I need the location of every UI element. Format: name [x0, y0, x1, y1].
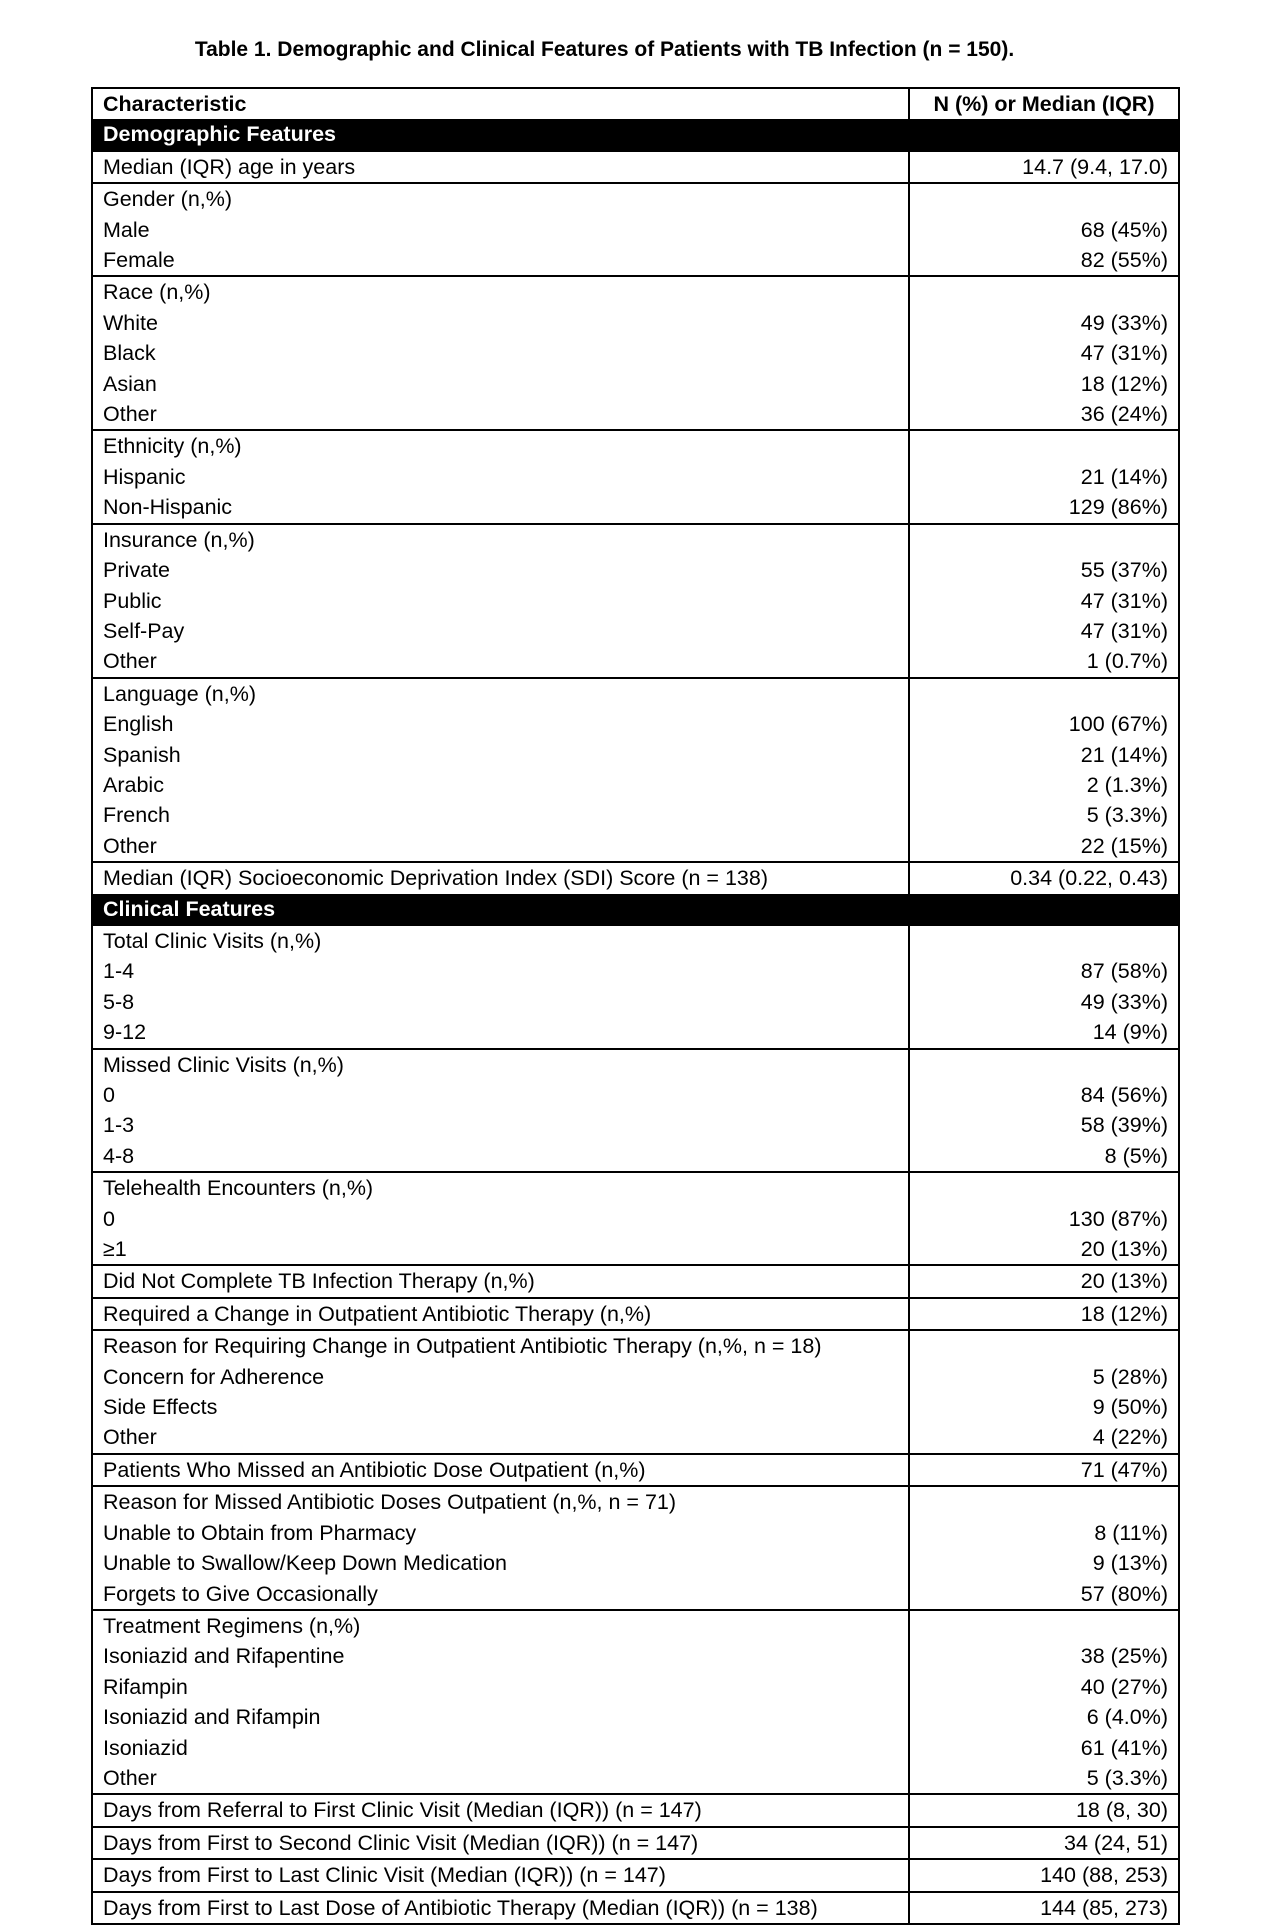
- table-row: [92, 151, 1179, 183]
- table-row: [92, 1794, 1179, 1826]
- row-value: 68 (45%): [909, 215, 1179, 245]
- row-label: Did Not Complete TB Infection Therapy (n,%): [92, 1265, 909, 1297]
- table-subrow: [92, 492, 1179, 523]
- table-subrow: [92, 1080, 1179, 1110]
- row-value: [909, 1330, 1179, 1361]
- row-label: Reason for Missed Antibiotic Doses Outpatient (n,%, n = 71): [92, 1486, 909, 1517]
- section-blank-cell: [909, 119, 1179, 150]
- row-label: Spanish: [92, 740, 909, 770]
- table-subrow: [92, 1017, 1179, 1048]
- row-value: 140 (88, 253): [909, 1859, 1179, 1891]
- table-subrow: [92, 399, 1179, 430]
- row-label: Forgets to Give Occasionally: [92, 1579, 909, 1610]
- table-row: [92, 1172, 1179, 1203]
- row-value: 47 (31%): [909, 616, 1179, 646]
- row-label: Median (IQR) age in years: [92, 151, 909, 183]
- row-value: [909, 524, 1179, 555]
- row-value: [909, 183, 1179, 214]
- section-header-row: [92, 894, 1179, 925]
- table-subrow: [92, 800, 1179, 830]
- table-row: [92, 1827, 1179, 1859]
- row-value: 129 (86%): [909, 492, 1179, 523]
- row-value: 1 (0.7%): [909, 646, 1179, 677]
- table-subrow: [92, 215, 1179, 245]
- row-value: [909, 1049, 1179, 1080]
- row-value: 5 (28%): [909, 1362, 1179, 1392]
- row-label: Hispanic: [92, 462, 909, 492]
- row-label: Isoniazid: [92, 1733, 909, 1763]
- row-label: Private: [92, 555, 909, 585]
- table-row: [92, 1610, 1179, 1641]
- row-value: 9 (13%): [909, 1548, 1179, 1578]
- row-label: Female: [92, 245, 909, 276]
- row-label: Other: [92, 831, 909, 862]
- table-subrow: [92, 586, 1179, 616]
- section-header-row: [92, 119, 1179, 150]
- table-row: [92, 524, 1179, 555]
- row-value: [909, 1486, 1179, 1517]
- row-label: Ethnicity (n,%): [92, 430, 909, 461]
- table-row: [92, 678, 1179, 709]
- row-label: Days from First to Last Dose of Antibiotic Therapy (Median (IQR)) (n = 138): [92, 1892, 909, 1924]
- row-value: 22 (15%): [909, 831, 1179, 862]
- table-subrow: [92, 245, 1179, 276]
- row-value: 18 (12%): [909, 1298, 1179, 1330]
- row-label: 0: [92, 1080, 909, 1110]
- table-subrow: [92, 462, 1179, 492]
- row-value: 21 (14%): [909, 462, 1179, 492]
- row-value: 34 (24, 51): [909, 1827, 1179, 1859]
- table-row: [92, 1049, 1179, 1080]
- table-subrow: [92, 831, 1179, 862]
- row-label: Treatment Regimens (n,%): [92, 1610, 909, 1641]
- row-label: Reason for Requiring Change in Outpatient Antibiotic Therapy (n,%, n = 18): [92, 1330, 909, 1361]
- table-subrow: [92, 1141, 1179, 1172]
- row-label: Public: [92, 586, 909, 616]
- row-value: 5 (3.3%): [909, 1763, 1179, 1794]
- table-subrow: [92, 646, 1179, 677]
- row-value: 2 (1.3%): [909, 770, 1179, 800]
- row-value: 71 (47%): [909, 1454, 1179, 1486]
- row-label: Concern for Adherence: [92, 1362, 909, 1392]
- table-subrow: [92, 308, 1179, 338]
- row-label: Isoniazid and Rifampin: [92, 1702, 909, 1732]
- table-row: [92, 183, 1179, 214]
- row-label: Other: [92, 1763, 909, 1794]
- table-row: [92, 1265, 1179, 1297]
- row-value: 57 (80%): [909, 1579, 1179, 1610]
- table-subrow: [92, 1548, 1179, 1578]
- table-row: [92, 1330, 1179, 1361]
- table-subrow: [92, 740, 1179, 770]
- row-label: Unable to Swallow/Keep Down Medication: [92, 1548, 909, 1578]
- row-value: 4 (22%): [909, 1422, 1179, 1453]
- row-label: Male: [92, 215, 909, 245]
- header-characteristic: Characteristic: [92, 88, 909, 119]
- row-value: 38 (25%): [909, 1641, 1179, 1671]
- row-label: Total Clinic Visits (n,%): [92, 925, 909, 956]
- row-label: Asian: [92, 369, 909, 399]
- row-label: 1-4: [92, 956, 909, 986]
- table-subrow: [92, 1579, 1179, 1610]
- row-value: 144 (85, 273): [909, 1892, 1179, 1924]
- row-value: 20 (13%): [909, 1265, 1179, 1297]
- table-subrow: [92, 1362, 1179, 1392]
- row-label: Arabic: [92, 770, 909, 800]
- row-value: [909, 1172, 1179, 1203]
- row-label: Other: [92, 399, 909, 430]
- section-blank-cell: [909, 894, 1179, 925]
- row-label: Median (IQR) Socioeconomic Deprivation Index (SDI) Score (n = 138): [92, 862, 909, 893]
- row-value: 14.7 (9.4, 17.0): [909, 151, 1179, 183]
- row-label: Side Effects: [92, 1392, 909, 1422]
- row-value: 82 (55%): [909, 245, 1179, 276]
- row-value: 9 (50%): [909, 1392, 1179, 1422]
- row-label: Non-Hispanic: [92, 492, 909, 523]
- row-value: 8 (5%): [909, 1141, 1179, 1172]
- row-label: 9-12: [92, 1017, 909, 1048]
- row-label: Other: [92, 1422, 909, 1453]
- row-value: 36 (24%): [909, 399, 1179, 430]
- table-row: [92, 1454, 1179, 1486]
- table-row: [92, 430, 1179, 461]
- row-value: 6 (4.0%): [909, 1702, 1179, 1732]
- table-row: [92, 276, 1179, 307]
- table-subrow: [92, 770, 1179, 800]
- row-value: 18 (12%): [909, 369, 1179, 399]
- table-subrow: [92, 1518, 1179, 1548]
- row-value: 20 (13%): [909, 1234, 1179, 1265]
- row-label: French: [92, 800, 909, 830]
- row-label: Other: [92, 646, 909, 677]
- row-value: 130 (87%): [909, 1204, 1179, 1234]
- table-row: [92, 1298, 1179, 1330]
- row-label: 1-3: [92, 1110, 909, 1140]
- row-label: Required a Change in Outpatient Antibiotic Therapy (n,%): [92, 1298, 909, 1330]
- row-value: 49 (33%): [909, 987, 1179, 1017]
- row-value: 87 (58%): [909, 956, 1179, 986]
- table-subrow: [92, 1733, 1179, 1763]
- row-label: Days from First to Last Clinic Visit (Median (IQR)) (n = 147): [92, 1859, 909, 1891]
- row-label: Race (n,%): [92, 276, 909, 307]
- table-body: [92, 88, 1179, 1924]
- table-subrow: [92, 956, 1179, 986]
- row-value: 5 (3.3%): [909, 800, 1179, 830]
- row-value: 47 (31%): [909, 338, 1179, 368]
- row-label: Language (n,%): [92, 678, 909, 709]
- header-value: N (%) or Median (IQR): [909, 88, 1179, 119]
- row-label: Unable to Obtain from Pharmacy: [92, 1518, 909, 1548]
- row-value: 0.34 (0.22, 0.43): [909, 862, 1179, 893]
- table-subrow: [92, 1763, 1179, 1794]
- row-value: 49 (33%): [909, 308, 1179, 338]
- table-subrow: [92, 1641, 1179, 1671]
- table-subrow: [92, 1204, 1179, 1234]
- row-value: 58 (39%): [909, 1110, 1179, 1140]
- table-subrow: [92, 709, 1179, 739]
- row-label: Days from First to Second Clinic Visit (Median (IQR)) (n = 147): [92, 1827, 909, 1859]
- row-label: Self-Pay: [92, 616, 909, 646]
- row-value: 61 (41%): [909, 1733, 1179, 1763]
- table-header-row: [92, 88, 1179, 119]
- table-subrow: [92, 1702, 1179, 1732]
- table-subrow: [92, 1422, 1179, 1453]
- row-value: [909, 1610, 1179, 1641]
- row-value: 40 (27%): [909, 1672, 1179, 1702]
- row-label: Days from Referral to First Clinic Visit (Median (IQR)) (n = 147): [92, 1794, 909, 1826]
- row-value: [909, 678, 1179, 709]
- table-row: [92, 862, 1179, 893]
- row-label: Telehealth Encounters (n,%): [92, 1172, 909, 1203]
- table-subrow: [92, 1110, 1179, 1140]
- table-subrow: [92, 1234, 1179, 1265]
- row-label: Rifampin: [92, 1672, 909, 1702]
- table-row: [92, 925, 1179, 956]
- table-caption: Table 1. Demographic and Clinical Features of Patients with TB Infection (n = 150).: [194, 38, 1015, 61]
- table-subrow: [92, 1672, 1179, 1702]
- features-table: [91, 87, 1180, 1925]
- row-label: Black: [92, 338, 909, 368]
- row-value: 47 (31%): [909, 586, 1179, 616]
- row-label: ≥1: [92, 1234, 909, 1265]
- table-subrow: [92, 987, 1179, 1017]
- section-title: Demographic Features: [92, 119, 909, 150]
- row-value: 21 (14%): [909, 740, 1179, 770]
- row-label: Insurance (n,%): [92, 524, 909, 555]
- row-value: [909, 925, 1179, 956]
- table-row: [92, 1486, 1179, 1517]
- row-label: 0: [92, 1204, 909, 1234]
- table-subrow: [92, 616, 1179, 646]
- row-label: 4-8: [92, 1141, 909, 1172]
- row-value: [909, 276, 1179, 307]
- section-title: Clinical Features: [92, 894, 909, 925]
- row-value: 18 (8, 30): [909, 1794, 1179, 1826]
- row-label: Patients Who Missed an Antibiotic Dose Outpatient (n,%): [92, 1454, 909, 1486]
- table-subrow: [92, 555, 1179, 585]
- row-label: Isoniazid and Rifapentine: [92, 1641, 909, 1671]
- row-value: 8 (11%): [909, 1518, 1179, 1548]
- row-value: 14 (9%): [909, 1017, 1179, 1048]
- table-subrow: [92, 338, 1179, 368]
- row-value: [909, 430, 1179, 461]
- table-row: [92, 1859, 1179, 1891]
- row-label: Gender (n,%): [92, 183, 909, 214]
- row-value: 100 (67%): [909, 709, 1179, 739]
- table-row: [92, 1892, 1179, 1924]
- row-label: White: [92, 308, 909, 338]
- table-subrow: [92, 369, 1179, 399]
- row-value: 84 (56%): [909, 1080, 1179, 1110]
- row-label: English: [92, 709, 909, 739]
- row-label: 5-8: [92, 987, 909, 1017]
- table-subrow: [92, 1392, 1179, 1422]
- row-label: Missed Clinic Visits (n,%): [92, 1049, 909, 1080]
- row-value: 55 (37%): [909, 555, 1179, 585]
